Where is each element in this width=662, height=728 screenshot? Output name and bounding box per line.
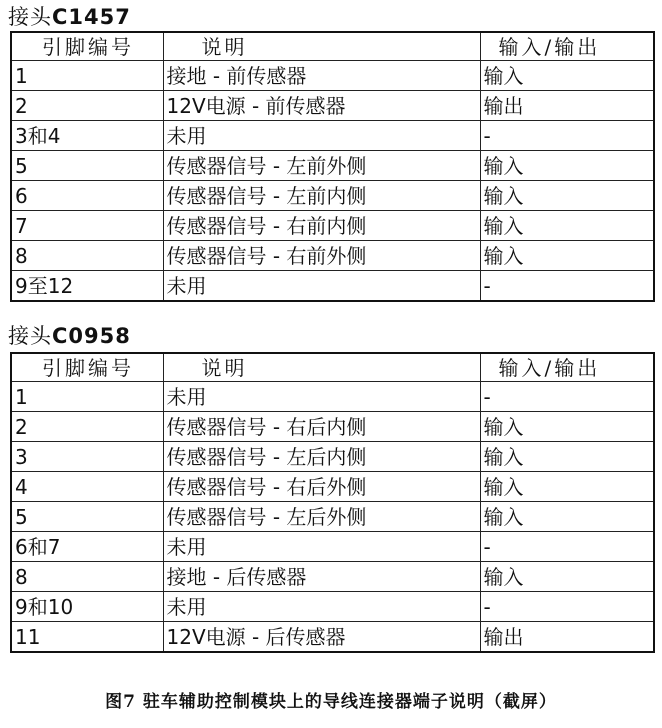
description-cell: 传感器信号 - 左前内侧 — [163, 181, 480, 211]
pin-cell: 2 — [11, 91, 163, 121]
connector-label: 接头 — [8, 324, 52, 348]
table-row — [11, 622, 654, 653]
connector-code: C1457 — [52, 5, 131, 29]
pin-cell: 6 — [11, 181, 163, 211]
io-cell: 输入 — [480, 151, 654, 181]
description-cell: 传感器信号 - 右后内侧 — [163, 412, 480, 442]
pin-cell: 7 — [11, 211, 163, 241]
table-row — [11, 472, 654, 502]
description-cell: 传感器信号 - 左后外侧 — [163, 502, 480, 532]
connector-label: 接头 — [8, 5, 52, 29]
pin-cell: 1 — [11, 61, 163, 91]
table-row — [11, 442, 654, 472]
figure-caption: 图7 驻车辅助控制模块上的导线连接器端子说明（截屏） — [105, 692, 557, 712]
io-cell: 输入 — [480, 442, 654, 472]
pin-table-c0958 — [10, 352, 655, 653]
io-cell: 输入 — [480, 472, 654, 502]
pin-cell: 9和10 — [11, 592, 163, 622]
connector-title-c1457 — [8, 4, 131, 30]
io-cell: 输入 — [480, 61, 654, 91]
table-row — [11, 562, 654, 592]
table-row — [11, 412, 654, 442]
io-cell: 输入 — [480, 412, 654, 442]
io-cell: - — [480, 121, 654, 151]
table-row — [11, 211, 654, 241]
pin-cell: 8 — [11, 241, 163, 271]
table-row — [11, 151, 654, 181]
io-cell: 输入 — [480, 562, 654, 592]
description-cell: 未用 — [163, 271, 480, 302]
connector-title-c0958 — [8, 323, 131, 349]
description-cell: 未用 — [163, 532, 480, 562]
description-cell: 未用 — [163, 382, 480, 412]
table-row — [11, 502, 654, 532]
pin-cell: 4 — [11, 472, 163, 502]
io-cell: - — [480, 592, 654, 622]
pin-cell: 5 — [11, 502, 163, 532]
pin-cell: 9至12 — [11, 271, 163, 302]
io-cell: 输出 — [480, 91, 654, 121]
pin-cell: 3 — [11, 442, 163, 472]
io-cell: 输入 — [480, 181, 654, 211]
description-cell: 接地 - 后传感器 — [163, 562, 480, 592]
table-row — [11, 121, 654, 151]
pin-cell: 1 — [11, 382, 163, 412]
pin-cell: 6和7 — [11, 532, 163, 562]
header-pin-number: 引脚编号 — [11, 353, 163, 382]
pin-cell: 3和4 — [11, 121, 163, 151]
description-cell: 传感器信号 - 右前内侧 — [163, 211, 480, 241]
table-row — [11, 241, 654, 271]
pin-table-c1457 — [10, 31, 655, 302]
description-cell: 未用 — [163, 592, 480, 622]
header-description: 说明 — [163, 353, 480, 382]
description-cell: 传感器信号 - 右后外侧 — [163, 472, 480, 502]
table-row — [11, 382, 654, 412]
table-header-row — [11, 353, 654, 382]
pin-cell: 11 — [11, 622, 163, 653]
header-pin-number: 引脚编号 — [11, 32, 163, 61]
table-row — [11, 91, 654, 121]
pin-cell: 8 — [11, 562, 163, 592]
description-cell: 未用 — [163, 121, 480, 151]
pin-cell: 2 — [11, 412, 163, 442]
pin-cell: 5 — [11, 151, 163, 181]
header-input-output: 输入/输出 — [480, 353, 654, 382]
connector-code: C0958 — [52, 324, 131, 348]
table-row — [11, 61, 654, 91]
header-description: 说明 — [163, 32, 480, 61]
io-cell: 输入 — [480, 211, 654, 241]
table-row — [11, 532, 654, 562]
io-cell: - — [480, 382, 654, 412]
description-cell: 接地 - 前传感器 — [163, 61, 480, 91]
io-cell: 输入 — [480, 502, 654, 532]
io-cell: 输出 — [480, 622, 654, 653]
io-cell: - — [480, 271, 654, 302]
io-cell: 输入 — [480, 241, 654, 271]
header-input-output: 输入/输出 — [480, 32, 654, 61]
table-row — [11, 592, 654, 622]
description-cell: 传感器信号 - 左后内侧 — [163, 442, 480, 472]
table-row — [11, 181, 654, 211]
table-header-row — [11, 32, 654, 61]
io-cell: - — [480, 532, 654, 562]
description-cell: 传感器信号 - 左前外侧 — [163, 151, 480, 181]
table-row — [11, 271, 654, 302]
description-cell: 12V电源 - 前传感器 — [163, 91, 480, 121]
description-cell: 12V电源 - 后传感器 — [163, 622, 480, 653]
description-cell: 传感器信号 - 右前外侧 — [163, 241, 480, 271]
